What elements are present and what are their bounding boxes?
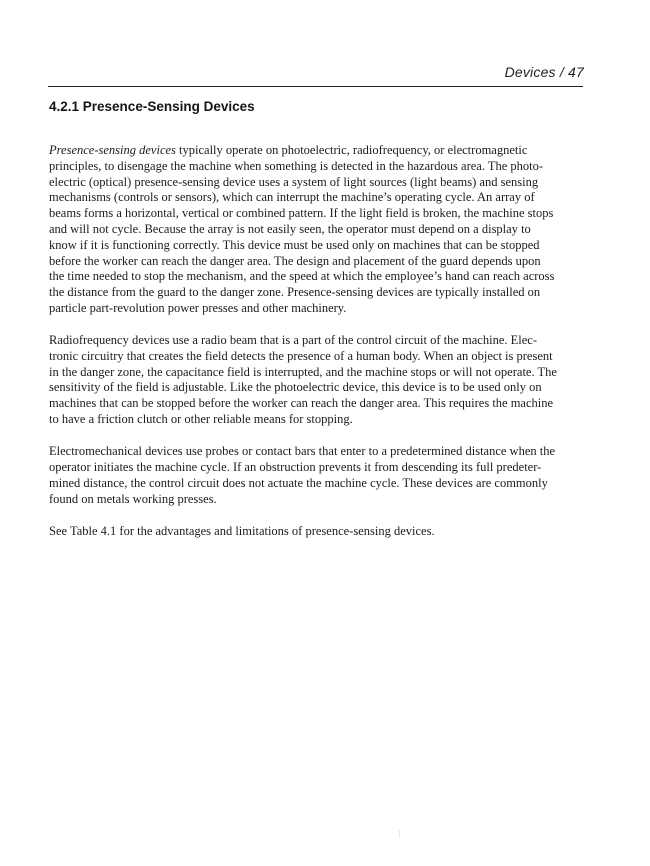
text-line: operator initiates the machine cycle. If an obstruction prevents it from descending its full predeter- [49, 459, 542, 474]
scan-mark [399, 830, 400, 838]
text-line: electric (optical) presence-sensing device uses a system of light sources (light beams) and sensing [49, 174, 539, 189]
text-line: typically operate on photoelectric, radiofrequency, or electromagnetic [175, 143, 528, 157]
paragraph-table-reference [49, 524, 589, 540]
text-line: particle part-revolution power presses and other machinery. [49, 300, 347, 315]
body-text [49, 143, 589, 556]
text-line: and will not cycle. Because the array is not easily seen, the operator must depend on a display to [49, 221, 531, 236]
text-line: beams forms a horizontal, vertical or combined pattern. If the light field is broken, the machine stops [49, 206, 554, 221]
text-line: the time needed to stop the mechanism, and the speed at which the employee’s hand can reach across [49, 269, 555, 284]
text-line: Radiofrequency devices use a radio beam that is a part of the control circuit of the machine. Elec- [49, 333, 537, 348]
section-heading: 4.2.1 Presence-Sensing Devices [49, 99, 255, 114]
paragraph-presence-sensing [49, 143, 589, 317]
paragraph-radiofrequency [49, 333, 589, 428]
text-line: before the worker can reach the danger area. The design and placement of the guard depends upon [49, 253, 541, 268]
italic-term: Presence-sensing devices [49, 143, 176, 157]
text-line: See Table 4.1 for the advantages and limitations of presence-sensing devices. [49, 523, 435, 538]
text-line: in the danger zone, the capacitance field is interrupted, and the machine stops or will not operate. The [49, 364, 557, 379]
text-line: mechanisms (controls or sensors), which can interrupt the machine’s operating cycle. An array of [49, 190, 535, 205]
text-line: Electromechanical devices use probes or contact bars that enter to a predetermined distance when the [49, 444, 556, 459]
running-head: Devices / 47 [504, 64, 584, 80]
text-line: know if it is functioning correctly. This device must be used only on machines that can be stopped [49, 237, 540, 252]
text-line: sensitivity of the field is adjustable. Like the photoelectric device, this device is to be used only on [49, 380, 542, 395]
paragraph-electromechanical [49, 444, 589, 507]
header-rule [48, 86, 583, 87]
text-line: the distance from the guard to the danger zone. Presence-sensing devices are typically installed on [49, 285, 541, 300]
text-line: found on metals working presses. [49, 491, 217, 506]
text-line: principles, to disengage the machine when something is detected in the hazardous area. The photo- [49, 158, 544, 173]
text-line: to have a friction clutch or other reliable means for stopping. [49, 412, 353, 427]
text-line: machines that can be stopped before the worker can reach the danger area. This requires the machine [49, 396, 554, 411]
text-line: tronic circuitry that creates the field detects the presence of a human body. When an object is present [49, 348, 553, 363]
text-line: mined distance, the control circuit does not actuate the machine cycle. These devices are commonly [49, 475, 548, 490]
